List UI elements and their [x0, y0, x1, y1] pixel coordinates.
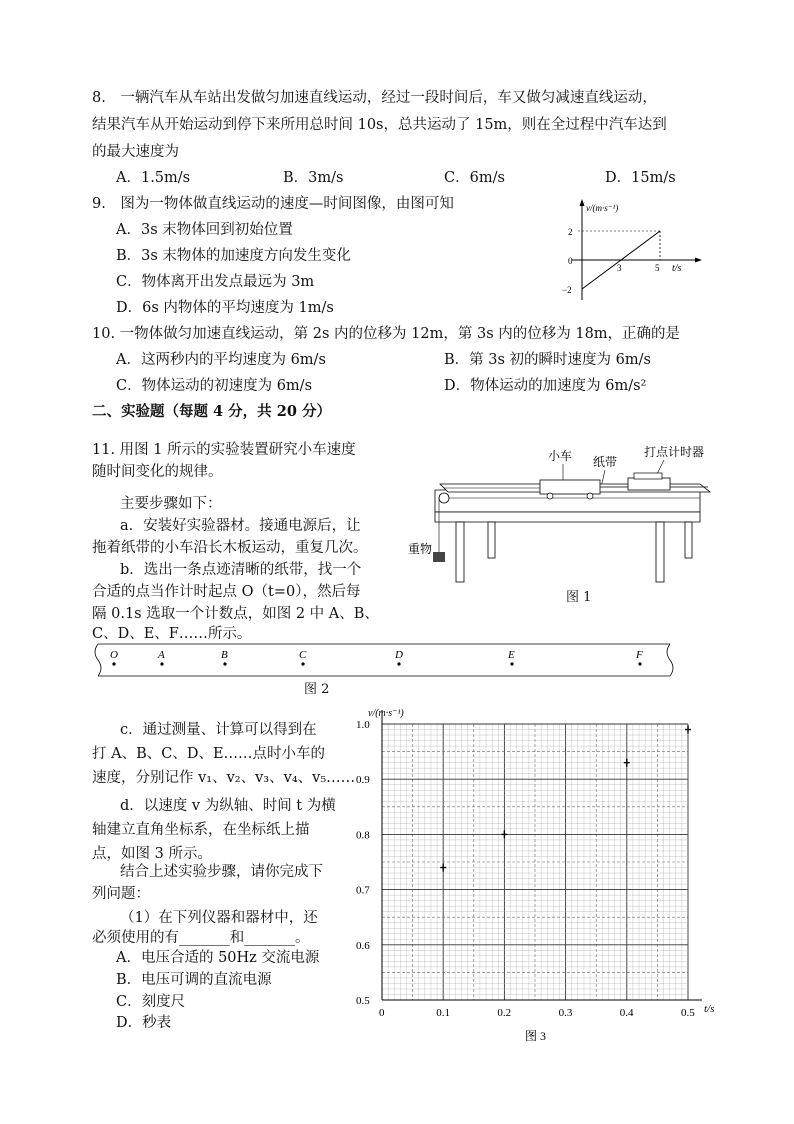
q10-stem: 10. 一物体做匀加速直线运动，第 2s 内的位移为 12m，第 3s 内的位移为 18m，正确的是: [92, 326, 681, 342]
q9-vt-graph: [550, 195, 710, 305]
fig1-apparatus: [400, 440, 730, 615]
fig3-x-tick-label: 0.2: [497, 1007, 512, 1019]
q11-line7: 合适的点当作计时起点 O（t=0），然后每: [92, 584, 361, 600]
fig3-y-tick-label: 0.7: [356, 884, 370, 897]
q11-step-d-line3: 点，如图 3 所示。: [92, 846, 212, 862]
fig1-caption: 图 1: [566, 590, 592, 605]
fig3-caption: 图 3: [525, 1029, 547, 1043]
tape-label-B: B: [221, 649, 228, 661]
q8-line1: 8. 一辆汽车从车站出发做匀加速直线运动，经过一段时间后，车又做匀减速直线运动，: [92, 90, 657, 106]
q11-option-c: C．刻度尺: [116, 994, 186, 1010]
tape-label-F: F: [636, 649, 643, 661]
tape-dot-E: [510, 662, 513, 665]
q11-part1-line1: （1）在下列仪器和器材中，还: [120, 910, 318, 926]
fig3-x-tick-label: 0.5: [681, 1007, 695, 1019]
section-title: 二、实验题（每题 4 分，共 20 分）: [92, 403, 331, 420]
q8-option-a: A．1.5m/s: [116, 170, 191, 186]
fig3-x-tick-label: 0.1: [436, 1007, 450, 1019]
q8-option-b: B．3m/s: [283, 170, 344, 186]
q9-stem: 9. 图为一物体做直线运动的速度—时间图像，由图可知: [92, 196, 454, 212]
tape-dot-B: [223, 662, 226, 665]
fig1-weight-label: 重物: [408, 542, 433, 556]
q11-line1: 11. 用图 1 所示的实验装置研究小车速度: [92, 442, 356, 458]
tape-dot-O: [112, 662, 115, 665]
fig3-x-axis-label: t/s: [704, 1003, 715, 1015]
q10-option-c: C．物体运动的初速度为 6m/s: [116, 378, 313, 394]
q11-line2: 随时间变化的规律。: [92, 464, 223, 480]
fig3-x-tick-label: 0: [379, 1007, 385, 1019]
fig3-y-tick-label: 0.8: [356, 829, 370, 842]
q10-option-b: B．第 3s 初的瞬时速度为 6m/s: [444, 352, 651, 368]
q9-option-c: C．物体离开出发点最远为 3m: [116, 274, 315, 290]
q10-option-d: D．物体运动的加速度为 6m/s²: [444, 378, 647, 394]
fig3-data-point-3: [624, 759, 630, 767]
q11-option-a: A．电压合适的 50Hz 交流电源: [116, 950, 320, 966]
fig3-data-point-2: [501, 830, 507, 838]
tape-label-C: C: [299, 649, 307, 661]
fig3-y-tick-label: 0.9: [356, 774, 370, 787]
fig1-timer-label: 打点计时器: [644, 445, 705, 459]
fig2-tape: [92, 640, 678, 684]
fig3-x-tick-label: 0.3: [558, 1007, 573, 1019]
fig3-x-tick-label: 0.4: [619, 1007, 634, 1019]
fig1-tape-label: 纸带: [593, 455, 618, 469]
fig1-cart-label: 小车: [548, 449, 573, 463]
tape-label-D: D: [395, 649, 403, 661]
fig3-y-tick-label: 0.5: [356, 995, 370, 1007]
tape-dot-A: [160, 662, 163, 665]
q8-option-c: C．6m/s: [444, 170, 505, 186]
q8-line3: 的最大速度为: [92, 144, 179, 160]
fig3-y-axis-label: v/(m·s⁻¹): [368, 708, 404, 719]
q9-option-a: A．3s 末物体回到初始位置: [116, 222, 293, 238]
q9-x-tick-5: 5: [655, 263, 660, 273]
q9-y-tick-0: 0: [568, 256, 573, 266]
q11-step-c-line2: 打 A、B、C、D、E……点时小车的: [92, 746, 326, 762]
q9-y-tick-neg2: −2: [562, 285, 572, 295]
q9-x-tick-3: 3: [617, 263, 622, 273]
fig3-y-tick-label: 1.0: [356, 719, 370, 731]
q10-option-a: A．这两秒内的平均速度为 6m/s: [116, 352, 326, 368]
q9-option-b: B．3s 末物体的加速度方向发生变化: [116, 248, 351, 264]
q9-option-d: D．6s 内物体的平均速度为 1m/s: [116, 300, 334, 316]
q11-line3: 主要步骤如下：: [120, 496, 222, 512]
tape-dot-C: [301, 662, 304, 665]
q11-part1-line2: 必须使用的有_______和_______。: [92, 930, 310, 946]
q9-x-axis-label: t/s: [672, 263, 682, 274]
q11-line4: a．安装好实验器材。接通电源后，让: [120, 518, 361, 534]
tape-dot-D: [397, 662, 400, 665]
q11-line6: b．选出一条点迹清晰的纸带，找一个: [120, 562, 362, 578]
q11-line5: 拖着纸带的小车沿长木板运动，重复几次。: [92, 540, 368, 556]
q11-line8: 隔 0.1s 选取一个计数点，如图 2 中 A、B、: [92, 606, 379, 622]
tape-label-A: A: [158, 649, 165, 661]
fig3-vt-chart: [340, 700, 740, 1052]
tape-label-O: O: [110, 649, 118, 661]
q8-line2: 结果汽车从开始运动到停下来所用总时间 10s，总共运动了 15m，则在全过程中汽车达到: [92, 117, 667, 133]
q11-step-d-line1: d．以速度 v 为纵轴、时间 t 为横: [120, 798, 336, 814]
fig3-data-point-1: [440, 864, 446, 872]
q11-step-d-line2: 轴建立直角坐标系，在坐标纸上描: [92, 822, 310, 838]
tape-dot-F: [638, 662, 641, 665]
q11-summary-line1: 结合上述实验步骤，请你完成下: [120, 864, 323, 880]
q11-option-d: D．秒表: [116, 1015, 172, 1031]
q11-summary-line2: 列问题：: [92, 886, 150, 902]
fig2-caption: 图 2: [304, 682, 330, 697]
q11-step-c-line1: c．通过测量、计算可以得到在: [120, 722, 317, 738]
q9-y-axis-label: v/(m·s⁻¹): [586, 203, 619, 213]
fig3-data-point-4: [685, 726, 691, 734]
q8-option-d: D．15m/s: [605, 170, 676, 186]
q11-option-b: B．电压可调的直流电源: [116, 972, 272, 988]
q9-y-tick-2: 2: [568, 227, 573, 237]
q11-line9: C、D、E、F……所示。: [92, 626, 252, 642]
tape-label-E: E: [508, 649, 515, 661]
fig3-y-tick-label: 0.6: [356, 939, 370, 952]
q11-step-c-line3: 速度，分别记作 v₁、v₂、v₃、v₄、v₅……: [92, 770, 356, 786]
